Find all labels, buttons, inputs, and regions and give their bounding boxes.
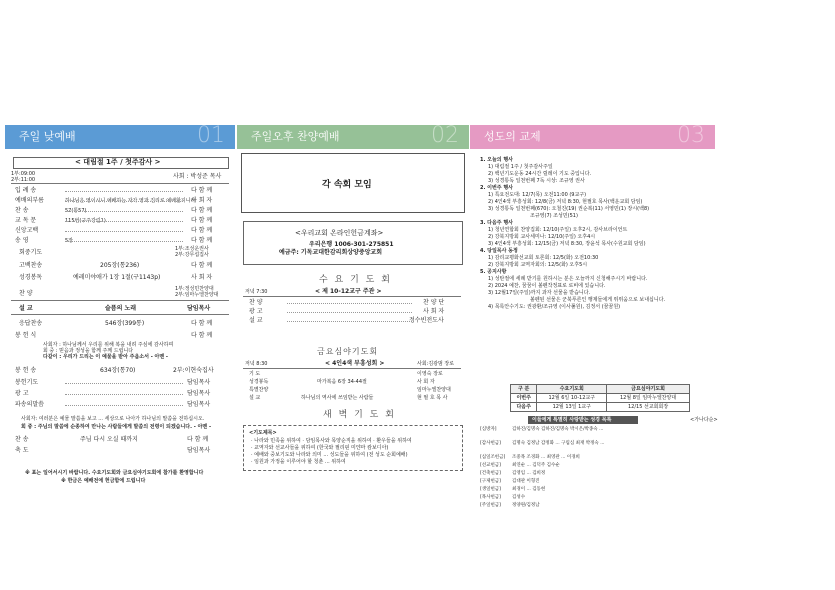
panel-number: 01 bbox=[197, 123, 225, 148]
panel-header bbox=[5, 125, 235, 149]
footnote-1: ※ 표는 일어서시기 바랍니다. 수요기도회와 금요심야기도회에 참가를 환영합니다 bbox=[25, 470, 204, 476]
sermon-title: 슬픔의 노래 bbox=[105, 305, 137, 312]
reading-value: 예레미야애가 1장 1절(구1143p) bbox=[73, 274, 161, 281]
panel-title: 성도의 교제 bbox=[484, 130, 541, 143]
order-who: 다 함 께 bbox=[191, 207, 213, 214]
list-label: [생일헌금] bbox=[480, 487, 501, 492]
reading-label: 성경봉독 bbox=[19, 274, 43, 281]
list-names: 최연순 ... 김덕주 김수순 bbox=[512, 463, 560, 468]
panel-title: 주일 낮예배 bbox=[19, 130, 76, 143]
panel-sunday-service bbox=[5, 125, 235, 570]
reading-note: <가나다순> bbox=[690, 417, 718, 423]
wed-time: 저녁 7:30 bbox=[245, 289, 268, 295]
list-names: 김성수 bbox=[512, 495, 526, 500]
order-who: 다 함 께 bbox=[191, 187, 213, 194]
order-label: 찬 송 bbox=[15, 436, 29, 443]
fri-sub: < 4인4색 부흥성회 > bbox=[325, 360, 385, 367]
list-label: [건축헌금] bbox=[480, 471, 501, 476]
choir-who-1: 1부:정성민찬양대 bbox=[175, 286, 214, 292]
order-label: 설 교 bbox=[249, 395, 261, 401]
panel-number: 02 bbox=[431, 123, 459, 148]
news-heading: 1. 오늘의 행사 bbox=[480, 157, 514, 163]
table-cell: 금요심야기도회 bbox=[607, 385, 690, 394]
order-label: 광 고 bbox=[249, 308, 263, 315]
list-label: [십일조헌금] bbox=[480, 455, 506, 460]
prayer-topic-1: · 나라와 민족을 위하여 · 담임목사와 목양순직을 위하여 · 환우들을 위하여 bbox=[251, 438, 412, 444]
table-row bbox=[511, 385, 690, 394]
offering-song-value: 634장(통70) bbox=[100, 367, 136, 374]
order-label: 찬 송 bbox=[15, 207, 29, 214]
dot-leader bbox=[65, 201, 183, 202]
order-who: 현 필 호 목 사 bbox=[417, 395, 448, 401]
divider bbox=[11, 314, 229, 315]
list-label: [선교헌금] bbox=[480, 463, 501, 468]
prayer-label: 회중기도 bbox=[19, 249, 43, 256]
prayer-who-2: 2부:강무섭집사 bbox=[175, 252, 209, 258]
divider bbox=[11, 300, 229, 301]
response-who: 다 함 께 bbox=[191, 320, 213, 327]
dot-leader bbox=[65, 191, 183, 192]
list-names: 김하진/김명숙 김하진/김명숙 박시온/박종숙 ... bbox=[512, 427, 604, 432]
table-row bbox=[511, 403, 690, 412]
news-item: 1) 성탄절에 세례 받기를 원하시는 분은 오늘까지 신청해주시기 바랍니다. bbox=[488, 276, 648, 282]
dot-leader bbox=[287, 312, 412, 313]
order-label: 찬 양 bbox=[249, 299, 263, 306]
divider bbox=[11, 183, 229, 184]
bank-account: 우리은행 1006-301-275851 bbox=[309, 241, 394, 248]
prayer-who-1: 1부:조성운권사 bbox=[175, 246, 209, 252]
meeting-table bbox=[510, 384, 690, 412]
fri-title: 금요심야기도회 bbox=[317, 347, 379, 356]
hymn-who: 다 함 께 bbox=[191, 262, 213, 269]
list-names: 조중목 조경화 ... 최영관 ... 이경희 bbox=[512, 455, 580, 460]
news-item: 3) 4인4색 부흥성회: 12/15(금) 저녁 8:30, 장윤석 목사(수원교회 담임) bbox=[488, 241, 646, 247]
table-cell: 구 분 bbox=[511, 385, 537, 394]
dot-leader bbox=[287, 303, 412, 304]
choir-label: 찬 양 bbox=[19, 290, 33, 297]
order-who: 다 함 께 bbox=[191, 217, 213, 224]
order-label: 특별찬양 bbox=[249, 387, 269, 393]
order-label: 송 영 bbox=[15, 237, 29, 244]
footnote-2: ※ 한금은 예배전에 헌금함에 드립니다 bbox=[61, 478, 146, 484]
response-value: 546장(399통) bbox=[105, 320, 145, 327]
order-label: 광 고 bbox=[15, 390, 29, 397]
sermon-who: 담임목사 bbox=[187, 305, 211, 312]
table-cell: 12월 8일 임마누엘찬양대 bbox=[607, 394, 690, 403]
fri-leader: 사회:김광범 장로 bbox=[417, 361, 455, 367]
offering-song-label: 봉 헌 송 bbox=[15, 367, 37, 374]
dawn-title: 새 벽 기 도 회 bbox=[323, 410, 396, 420]
dot-leader bbox=[287, 321, 412, 322]
news-item: 1) 감리교평화선교회 토론회: 12/5(화) 오전10:30 bbox=[488, 255, 599, 261]
order-value: 하나님은 영이시니 예배하는 자가 영과 진리로 예배할지니라 bbox=[65, 198, 196, 204]
news-item: 1) 대림절 1주 / 첫주감사주일 bbox=[488, 164, 553, 170]
list-names: 정양원/김정남 bbox=[512, 503, 540, 508]
news-item: 3) 12월17일(주일)까지 과자 선물을 받습니다. bbox=[488, 290, 591, 296]
sending-1: 사회자: 여러분은 예물 말씀을 보고 ... 세상으로 나아가 하나님의 말씀을 전하십시오. bbox=[21, 416, 205, 422]
divider bbox=[243, 296, 461, 297]
list-names: 김영임 ... 김희정 bbox=[512, 471, 546, 476]
prayer-topic-2: · 교역자와 선교사들을 위하여 (한국와 필리핀 미얀마 캄보디아) bbox=[251, 445, 389, 451]
panel-header bbox=[237, 125, 469, 149]
table-cell: 12월 13일 1교구 bbox=[537, 403, 607, 412]
order-who: 정수빈전도사 bbox=[409, 317, 444, 324]
order-who: 찬 양 단 bbox=[423, 299, 445, 306]
order-who: 사 회 자 bbox=[423, 308, 445, 315]
news-heading: 4. 당일목사 동정 bbox=[480, 248, 518, 254]
list-names: 최경이 ... 김동현 bbox=[512, 487, 546, 492]
news-item: 2) 강북지방회 교사세미나: 12/10(주일) 오후4시 bbox=[488, 234, 596, 240]
order-label: 파송의말씀 bbox=[15, 401, 44, 408]
order-who: 사 회 자 bbox=[191, 197, 213, 204]
news-item: 2) 백년기도운동 24시간 릴레이 기도 중입니다. bbox=[488, 171, 592, 177]
list-names: 김명숙 김정남 감정화 ... 구립심 최재 박정숙 ... bbox=[512, 441, 605, 446]
service-title: < 대림절 1주 / 첫주감사 > bbox=[75, 158, 161, 166]
order-value: 57(통57) bbox=[65, 208, 87, 214]
bank-holder: 예금주: 기독교대한감리회상양중앙교회 bbox=[279, 249, 383, 256]
table-cell: 12/15 선교회회장 bbox=[607, 403, 690, 412]
order-value: 115번(구주강림1) bbox=[65, 218, 106, 224]
order-who: 다 함 께 bbox=[191, 227, 213, 234]
prayer-topics-title: <기도제목> bbox=[249, 430, 277, 436]
order-who: 담임목사 bbox=[187, 447, 211, 454]
hymn-value: 205장(통236) bbox=[100, 262, 140, 269]
offer-note-3: 다같이 : 우리가 드리는 이 예물을 받아 주옵소서 - 아멘 - bbox=[43, 354, 168, 360]
news-item: 1) 특요전도대: 12/7(목) 오전11:00 (9교구) bbox=[488, 192, 587, 198]
reading-who: 사 회 자 bbox=[191, 274, 213, 281]
panel-fellowship bbox=[470, 123, 718, 570]
news-item: 2) 2024 예찬, 꿈꿈이 볼펜작정표로 로비에 있습니다. bbox=[488, 283, 606, 289]
order-who: 다 함 께 bbox=[187, 436, 209, 443]
panel-header bbox=[470, 125, 715, 149]
prayer-topic-4: · 임원과 가정을 이루어야 할 청춘 ... 위하여 bbox=[251, 459, 346, 465]
sending-2: 회 중 : 주님의 말씀에 순종하여 만나는 사람들에게 말씀의 전령이 되겠습니다. - 아멘 - bbox=[21, 424, 212, 430]
time-1: 1부:09:00 bbox=[11, 171, 36, 177]
dot-leader bbox=[65, 231, 183, 232]
order-label: 교 독 문 bbox=[15, 217, 37, 224]
offering-who: 다 함 께 bbox=[191, 332, 213, 339]
news-heading: 2. 이번주 행사 bbox=[480, 185, 514, 191]
table-cell: 수요기도회 bbox=[537, 385, 607, 394]
wed-title: 수 요 기 도 회 bbox=[319, 275, 392, 285]
reading-banner-text: 이들에게 특별히 사랑받는 성경 목록 bbox=[532, 417, 612, 423]
offer-note-1: 사회자 : 하나님께서 우리를 위해 복을 내려 주심에 감사하며 bbox=[43, 342, 174, 348]
news-item: 1) 청년연합회 찬양집회: 12/10(주일) 오후2시, 감사브라이언트 bbox=[488, 227, 628, 233]
order-who: 사 회 자 bbox=[417, 379, 435, 385]
dot-leader bbox=[65, 241, 183, 242]
news-heading: 5. 공지사항 bbox=[480, 269, 507, 275]
order-who: 이영숙 장로 bbox=[417, 371, 443, 377]
news-item: 볼펜된 선물은 군북푸른인 행제들에게 뛰뛰움으로 보내십니다. bbox=[530, 297, 666, 303]
dot-leader bbox=[65, 394, 183, 395]
choir-who-2: 2부:임마누엘찬양대 bbox=[175, 292, 219, 298]
order-label: 기 도 bbox=[249, 371, 261, 377]
prayer-topic-3: · 예배와 중보기도와 나라와 의미 ... 성도들을 위하여 (전 성도 순회예배) bbox=[251, 452, 408, 458]
list-label: [주일헌금] bbox=[480, 503, 501, 508]
order-label: 입 례 송 bbox=[15, 187, 37, 194]
dot-leader bbox=[65, 405, 183, 406]
news-item: 3) 성경통독 일천번째 7독 시상: 조규영 권사 bbox=[488, 178, 585, 184]
bank-title: <우리교회 온라인헌금계좌> bbox=[295, 229, 384, 237]
panel-number: 03 bbox=[677, 123, 705, 148]
time-2: 2부:11:00 bbox=[11, 177, 36, 183]
list-label: [감사헌금] bbox=[480, 441, 501, 446]
panel-title: 주일오후 찬양예배 bbox=[251, 130, 340, 143]
wed-sub: < 제 10-12교구 주관 > bbox=[315, 288, 382, 295]
table-cell: 다음주 bbox=[511, 403, 537, 412]
list-label: [심방자] bbox=[480, 427, 497, 432]
response-label: 응답찬송 bbox=[19, 320, 43, 327]
order-who: 임마누엘찬양대 bbox=[417, 387, 451, 393]
list-names: 김대관 이형진 bbox=[512, 479, 540, 484]
news-item: 4) 목록안수기도: 권광환/조규영 (이사풀원), 김정서 (꿈꿈원) bbox=[488, 304, 621, 310]
divider bbox=[243, 368, 461, 369]
news-item: 2) 강북지방회 교역자회의: 12/5(화) 오후5시 bbox=[488, 262, 588, 268]
order-label: 설 교 bbox=[249, 317, 263, 324]
order-label: 예배의부름 bbox=[15, 197, 44, 204]
panel-afternoon-service bbox=[237, 125, 469, 570]
order-who: 담임목사 bbox=[187, 390, 211, 397]
list-label: [목사헌금] bbox=[480, 495, 501, 500]
leader: 사회 : 박성준 목사 bbox=[173, 173, 222, 180]
order-value: 주님 다시 오실 때까지 bbox=[80, 436, 138, 443]
dot-leader bbox=[65, 221, 183, 222]
order-label: 봉헌기도 bbox=[15, 379, 39, 386]
news-item: 조규영(7) 조성민(51) bbox=[530, 213, 578, 219]
order-label: 성경봉독 bbox=[249, 379, 269, 385]
order-value: 5장 bbox=[65, 238, 74, 244]
list-label: [구제헌금] bbox=[480, 479, 501, 484]
offering-song-who: 2부:이현숙집사 bbox=[173, 367, 214, 374]
fri-time: 저녁 8:30 bbox=[245, 361, 268, 367]
order-value: 하나님의 역사에 쓰임받는 사람들 bbox=[301, 395, 374, 401]
table-row bbox=[511, 394, 690, 403]
order-label: 신앙고백 bbox=[15, 227, 39, 234]
order-who: 담임목사 bbox=[187, 379, 211, 386]
sermon-label: 설 교 bbox=[19, 305, 33, 312]
offering-label: 봉 헌 식 bbox=[15, 332, 37, 339]
hymn-label: 고백찬송 bbox=[19, 262, 43, 269]
order-value: 마가복음 6장 34-44절 bbox=[317, 379, 367, 385]
news-heading: 3. 다음주 행사 bbox=[480, 220, 514, 226]
table-cell: 이번주 bbox=[511, 394, 537, 403]
order-who: 담임목사 bbox=[187, 401, 211, 408]
order-who: 다 함 께 bbox=[191, 237, 213, 244]
table-cell: 12월 6일 10-12교구 bbox=[537, 394, 607, 403]
offer-note-2: 회 중 : 믿음과 정성을 함께 주께 드립니다 bbox=[43, 348, 134, 354]
order-label: 축 도 bbox=[15, 447, 29, 454]
dot-leader bbox=[65, 211, 183, 212]
news-item: 3) 성경통독 일천번째(670): 오철진(19) 권순복(11) 서영민(1) 장시(백8) bbox=[488, 206, 650, 212]
dot-leader bbox=[65, 383, 183, 384]
event-title: 각 속회 모임 bbox=[322, 180, 372, 190]
news-item: 2) 4인4색 부흥성회: 12/8(금) 저녁 8:30, 현필호 목사(백운교회 담임) bbox=[488, 199, 643, 205]
